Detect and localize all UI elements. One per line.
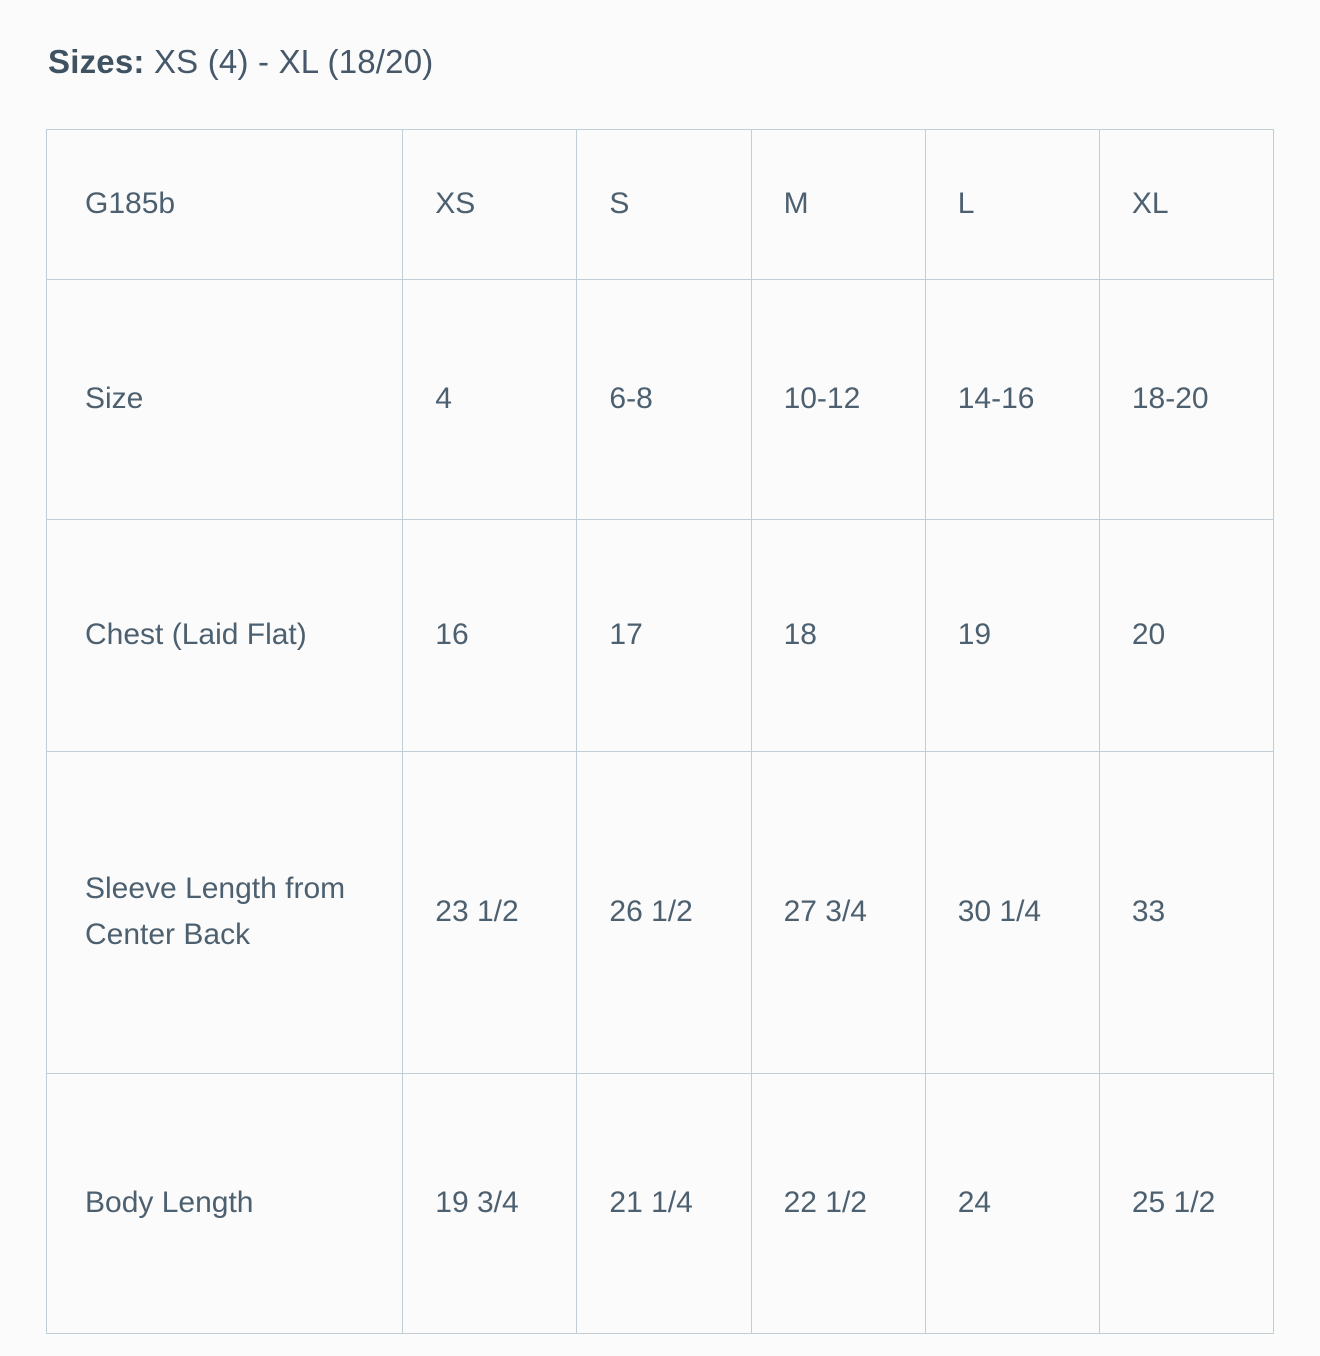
row-label-chest: Chest (Laid Flat) <box>47 519 403 751</box>
column-header-l: L <box>925 129 1099 279</box>
cell-body-l: 24 <box>925 1073 1099 1333</box>
table-header-row <box>47 129 1274 279</box>
size-chart-table <box>46 129 1274 1334</box>
cell-sleeve-m: 27 3/4 <box>751 751 925 1073</box>
cell-sleeve-xl: 33 <box>1099 751 1273 1073</box>
column-header-s: S <box>577 129 751 279</box>
cell-body-s: 21 1/4 <box>577 1073 751 1333</box>
sizes-summary <box>48 40 1274 85</box>
cell-chest-s: 17 <box>577 519 751 751</box>
style-code-cell: G185b <box>47 129 403 279</box>
table-row <box>47 751 1274 1073</box>
cell-size-m: 10-12 <box>751 279 925 519</box>
row-label-body-length: Body Length <box>47 1073 403 1333</box>
cell-chest-xs: 16 <box>403 519 577 751</box>
column-header-xl: XL <box>1099 129 1273 279</box>
row-label-sleeve-length: Sleeve Length from Center Back <box>47 751 403 1073</box>
cell-chest-l: 19 <box>925 519 1099 751</box>
column-header-xs: XS <box>403 129 577 279</box>
cell-size-s: 6-8 <box>577 279 751 519</box>
table-row <box>47 519 1274 751</box>
cell-chest-m: 18 <box>751 519 925 751</box>
cell-body-xl: 25 1/2 <box>1099 1073 1273 1333</box>
cell-chest-xl: 20 <box>1099 519 1273 751</box>
cell-sleeve-s: 26 1/2 <box>577 751 751 1073</box>
sizes-value: XS (4) - XL (18/20) <box>153 43 434 80</box>
cell-sleeve-l: 30 1/4 <box>925 751 1099 1073</box>
table-row <box>47 279 1274 519</box>
cell-body-xs: 19 3/4 <box>403 1073 577 1333</box>
cell-sleeve-xs: 23 1/2 <box>403 751 577 1073</box>
cell-size-xl: 18-20 <box>1099 279 1273 519</box>
cell-size-xs: 4 <box>403 279 577 519</box>
column-header-m: M <box>751 129 925 279</box>
cell-body-m: 22 1/2 <box>751 1073 925 1333</box>
cell-size-l: 14-16 <box>925 279 1099 519</box>
sizes-label: Sizes: <box>48 43 145 80</box>
row-label-size: Size <box>47 279 403 519</box>
table-row <box>47 1073 1274 1333</box>
